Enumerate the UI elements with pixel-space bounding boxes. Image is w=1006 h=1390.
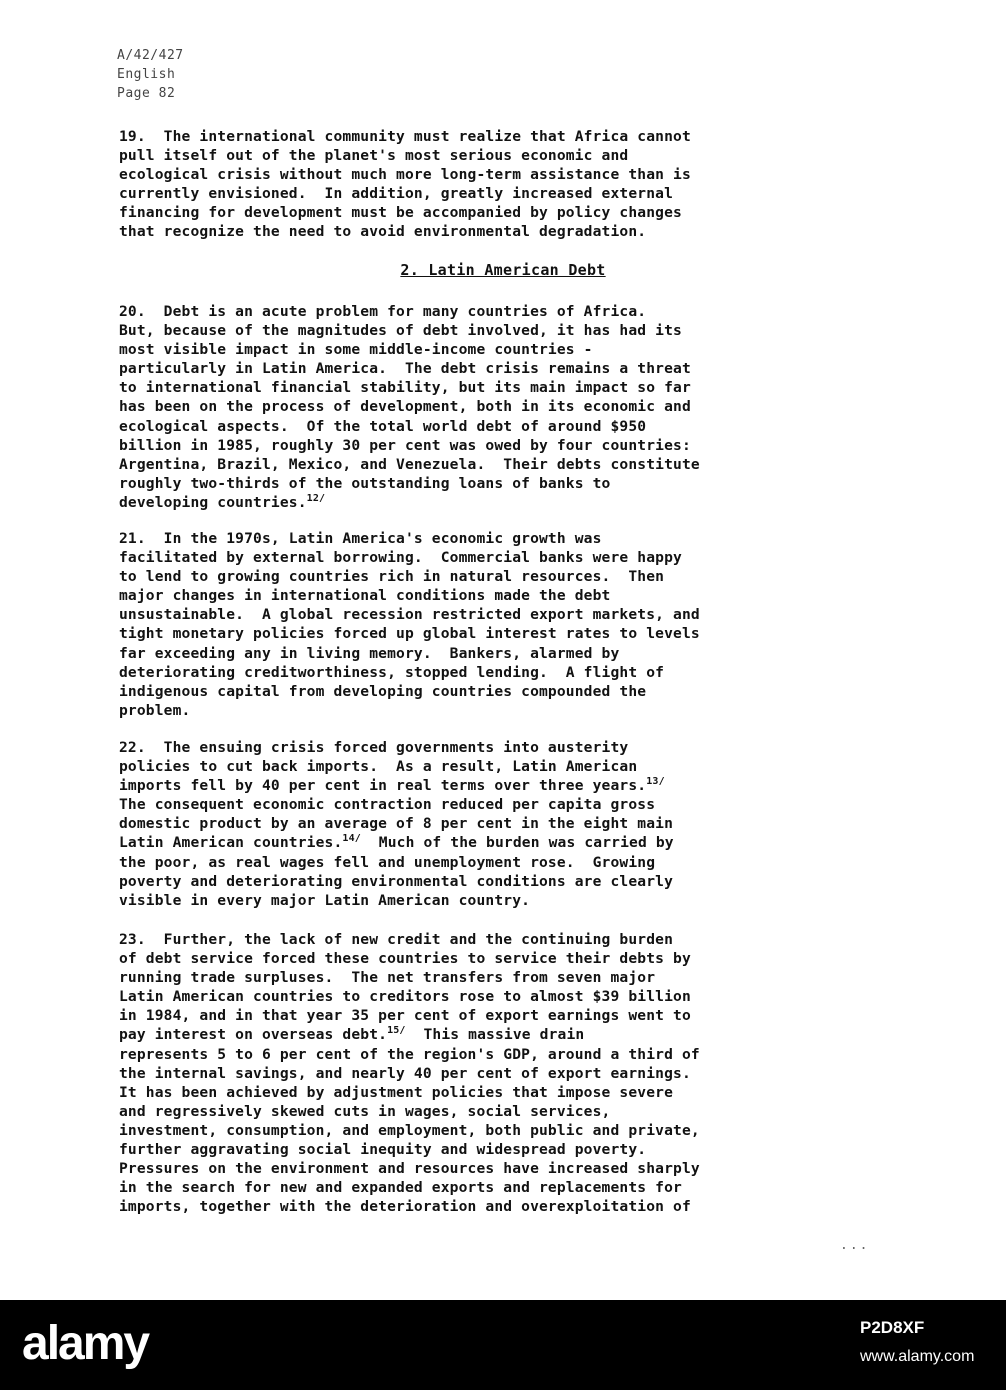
document-header <box>117 46 184 103</box>
alamy-logo: alamy <box>22 1317 149 1370</box>
paragraph-21: 21. In the 1970s, Latin America's economic growth was facilitated by external borrowing. Commercial banks were happy to lend to growing countries rich in natural resources. Then major changes in international conditions made the debt unsustainable. A global recession restricted export markets, and tight monetary policies forced up global interest rates to levels far exceeding any in living memory. Bankers, alarmed by deteriorating creditworthiness, stopped lending. A flight of indigenous capital from developing countries compounded the problem. <box>119 530 700 719</box>
footnote-ref-14: 14/ <box>342 833 361 845</box>
paragraph-22: 22. The ensuing crisis forced governments into austerity policies to cut back imports. As a result, Latin American imports fell by 40 per cent in real terms over three years.$^{13/}$ The consequent economic contraction reduced per capita gross domestic product by an average of 8 per cent in the eight main Latin American countries.$^{14/}$ Much of the burden was carried by the poor, as real wages fell and unemployment rose. Growing poverty and deteriorating environmental conditions are clearly visible in every major Latin American country. <box>119 739 674 909</box>
section-heading: 2. Latin American Debt <box>400 261 606 279</box>
footnote-ref-13: 13/ <box>646 776 665 788</box>
footer-url: www.alamy.com <box>860 1348 975 1365</box>
footnote-ref-12: 12/ <box>306 492 326 504</box>
page-number: Page 82 <box>117 86 176 101</box>
watermark-footer <box>0 1300 1006 1390</box>
paragraph-23: 23. Further, the lack of new credit and the continuing burden of debt service forced these countries to service their debts by running trade surpluses. The net transfers from seven major Latin American countries to creditors rose to almost $39 billion in 1984, and in that year 35 per cent of export earnings went to pay interest on overseas debt.$^{15/}$ This massive drain represents 5 to 6 per cent of the region's GDP, around a third of the internal savings, and nearly 40 per cent of export earnings. It has been achieved by adjustment policies that impose severe and regressively skewed cuts in wages, social services, investment, consumption, and employment, both public and private, further aggravating social inequity and widespread poverty. Pressures on the environment and resources have increased sharply in the search for new and expanded exports and replacements for imports, together with the deterioration and overexploitation of <box>119 931 700 1216</box>
document-language: English <box>117 67 176 82</box>
continued-marker: ... <box>840 1238 870 1253</box>
document-symbol: A/42/427 <box>117 48 184 63</box>
image-id: P2D8XF <box>860 1318 925 1337</box>
footnote-ref-15: 15/ <box>387 1025 406 1037</box>
paragraph-20: 20. Debt is an acute problem for many countries of Africa. But, because of the magnitudes of debt involved, it has had its most visible impact in some middle-income countries - particularly in Latin America. The debt crisis remains a threat to international financial stability, but its main impact so far has been on the process of development, both in its economic and ecological aspects. Of the total world debt of around $950 billion in 1985, roughly 30 per cent was owed by four countries: Argentina, Brazil, Mexico, and Venezuela. Their debts constitute roughly two-thirds of the outstanding loans of banks to developing countries.$^{12/}$ <box>119 303 700 511</box>
paragraph-19: 19. The international community must realize that Africa cannot pull itself out of the planet's most serious economic and ecological crisis without much more long-term assistance than is currently envisioned. In addition, greatly increased external financing for development must be accompanied by policy changes that recognize the need to avoid environmental degradation. <box>119 128 691 241</box>
